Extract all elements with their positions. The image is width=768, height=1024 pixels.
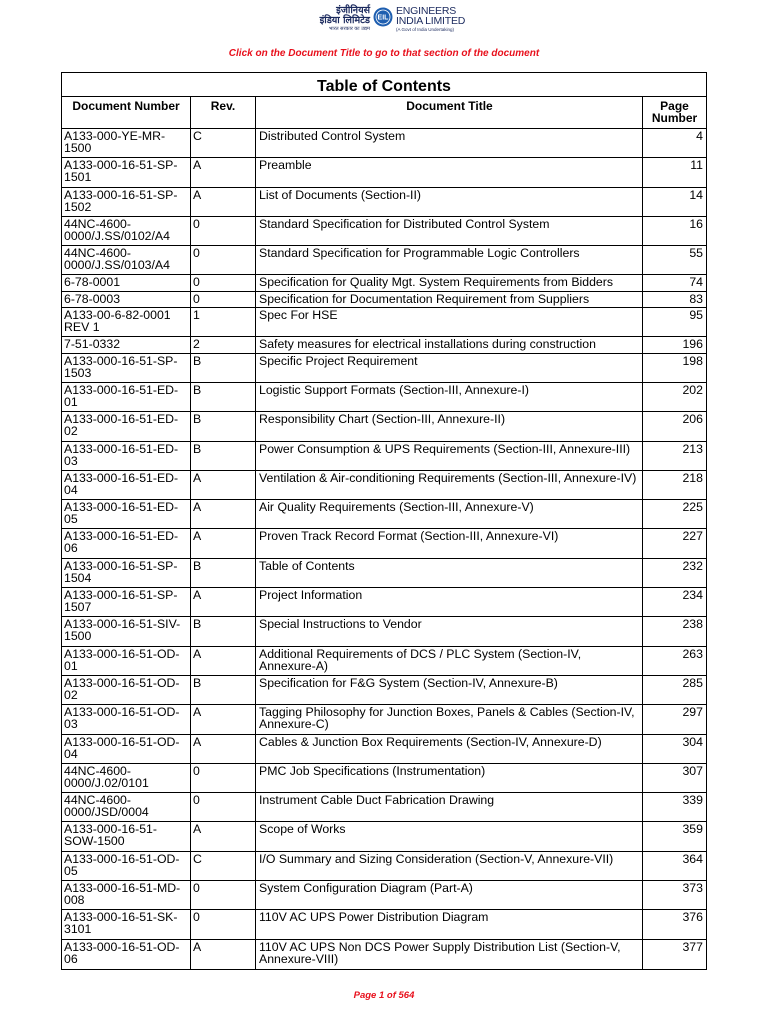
page-number: 55: [689, 246, 703, 261]
revision: 0: [191, 275, 256, 290]
page-number: 11: [690, 158, 703, 173]
page-number: 202: [682, 382, 703, 397]
document-title-link[interactable]: Preamble: [256, 158, 643, 186]
logo-hindi-sub: भारत सरकार का उद्यम: [328, 26, 370, 32]
revision: 0: [191, 881, 256, 909]
page-number: 359: [682, 822, 703, 837]
revision: B: [191, 559, 256, 587]
document-title-link[interactable]: 110V AC UPS Power Distribution Diagram: [256, 910, 643, 938]
toc-row: [62, 910, 706, 939]
document-number: A133-000-16-51-SIV-1500: [62, 617, 191, 645]
page-number: 373: [682, 881, 703, 896]
document-number: A133-000-16-51-OD-05: [62, 852, 191, 880]
navigation-instruction: Click on the Document Title to go to that section of the document: [228, 48, 540, 59]
page-number: 213: [682, 441, 703, 456]
page-number: 339: [682, 793, 703, 808]
toc-row: [62, 217, 706, 246]
toc-row: [62, 292, 706, 308]
header-page-number: Page Number: [651, 99, 698, 125]
logo-english-text: [396, 6, 465, 33]
document-title-link[interactable]: Standard Specification for Programmable Logic Controllers: [256, 246, 643, 274]
company-logo: [306, 6, 466, 38]
document-number: A133-000-16-51-OD-06: [62, 940, 191, 969]
document-number: A133-000-16-51-MD-008: [62, 881, 191, 909]
page-number: 196: [682, 337, 703, 352]
page-number: 4: [696, 129, 703, 143]
toc-row: [62, 158, 706, 187]
toc-row: [62, 735, 706, 764]
document-number: A133-000-16-51-OD-02: [62, 676, 191, 704]
document-number: A133-000-16-51-SK-3101: [62, 910, 191, 938]
page-number: 206: [682, 412, 703, 427]
document-number: 44NC-4600-0000/J.02/0101: [62, 764, 191, 792]
document-number: A133-000-YE-MR-1500: [62, 129, 191, 157]
page-number: 198: [682, 353, 703, 368]
document-title-link[interactable]: I/O Summary and Sizing Consideration (Section-V, Annexure-VII): [256, 852, 643, 880]
toc-row: [62, 308, 706, 337]
toc-row: [62, 559, 706, 588]
document-title-link[interactable]: Power Consumption & UPS Requirements (Section-III, Annexure-III): [256, 442, 643, 470]
toc-row: [62, 500, 706, 529]
document-title-link[interactable]: Special Instructions to Vendor: [256, 617, 643, 645]
document-title-link[interactable]: Specific Project Requirement: [256, 354, 643, 382]
page-number: 364: [682, 851, 703, 866]
revision: C: [191, 852, 256, 880]
revision: 1: [191, 308, 256, 336]
document-title-link[interactable]: Safety measures for electrical installations during construction: [256, 337, 643, 352]
revision: 0: [191, 246, 256, 274]
toc-row: [62, 188, 706, 217]
document-title-link[interactable]: Tagging Philosophy for Junction Boxes, Panels & Cables (Section-IV, Annexure-C): [256, 705, 643, 733]
toc-row: [62, 442, 706, 471]
logo-english-line1: ENGINEERS: [396, 5, 457, 17]
document-number: 44NC-4600-0000/J.SS/0102/A4: [62, 217, 191, 245]
document-title-link[interactable]: Responsibility Chart (Section-III, Annexure-II): [256, 412, 643, 440]
document-number: A133-000-16-51-ED-06: [62, 529, 191, 557]
logo-hindi-line1: इंजीनियर्स: [336, 5, 370, 16]
document-number: 7-51-0332: [62, 337, 191, 352]
header-document-title: Document Title: [256, 97, 643, 128]
eil-emblem-icon: [373, 7, 393, 27]
toc-row: [62, 471, 706, 500]
revision: 2: [191, 337, 256, 352]
document-title-link[interactable]: Distributed Control System: [256, 129, 643, 157]
revision: A: [191, 529, 256, 557]
document-title-link[interactable]: Standard Specification for Distributed Control System: [256, 217, 643, 245]
revision: B: [191, 412, 256, 440]
logo-hindi-text: [306, 6, 370, 33]
document-title-link[interactable]: Project Information: [256, 588, 643, 616]
revision: A: [191, 188, 256, 216]
toc-title: Table of Contents: [62, 73, 706, 97]
document-number: A133-000-16-51-ED-01: [62, 383, 191, 411]
toc-row: [62, 881, 706, 910]
page-number: 234: [682, 588, 703, 603]
document-number: 6-78-0001: [62, 275, 191, 290]
header-rev: Rev.: [191, 97, 256, 128]
document-title-link[interactable]: Cables & Junction Box Requirements (Section-IV, Annexure-D): [256, 735, 643, 763]
document-title-link[interactable]: Specification for Quality Mgt. System Requirements from Bidders: [256, 275, 643, 290]
document-number: A133-000-16-51-SP-1507: [62, 588, 191, 616]
document-title-link[interactable]: Instrument Cable Duct Fabrication Drawing: [256, 793, 643, 821]
revision: B: [191, 354, 256, 382]
document-title-link[interactable]: Ventilation & Air-conditioning Requirements (Section-III, Annexure-IV): [256, 471, 643, 499]
revision: C: [191, 129, 256, 157]
revision: 0: [191, 793, 256, 821]
page-number: 95: [689, 308, 703, 323]
header-document-number: Document Number: [62, 97, 191, 128]
document-number: A133-000-16-51-SP-1503: [62, 354, 191, 382]
toc-row: [62, 676, 706, 705]
page-footer: Page 1 of 564: [353, 990, 415, 1001]
page-number: 263: [682, 646, 703, 661]
document-number: A133-000-16-51-OD-03: [62, 705, 191, 733]
revision: A: [191, 500, 256, 528]
toc-row: [62, 617, 706, 646]
revision: A: [191, 471, 256, 499]
page-number: 238: [682, 617, 703, 632]
logo-english-sub: (A Govt of India Undertaking): [396, 27, 455, 32]
document-number: 44NC-4600-0000/JSD/0004: [62, 793, 191, 821]
document-title-link[interactable]: 110V AC UPS Non DCS Power Supply Distribution List (Section-V, Annexure-VIII): [256, 940, 643, 969]
revision: B: [191, 676, 256, 704]
toc-row: [62, 129, 706, 158]
document-number: A133-000-16-51-ED-05: [62, 500, 191, 528]
document-number: A133-000-16-51-SP-1504: [62, 559, 191, 587]
revision: B: [191, 442, 256, 470]
revision: A: [191, 588, 256, 616]
toc-row: [62, 529, 706, 558]
revision: A: [191, 158, 256, 186]
page-number: 83: [689, 291, 703, 306]
table-of-contents: [61, 72, 707, 970]
document-number: A133-000-16-51-ED-04: [62, 471, 191, 499]
toc-row: [62, 793, 706, 822]
page-number: 14: [689, 187, 703, 202]
document-number: 6-78-0003: [62, 292, 191, 307]
page-number: 307: [682, 763, 703, 778]
document-number: A133-000-16-51-SOW-1500: [62, 822, 191, 850]
revision: B: [191, 383, 256, 411]
revision: A: [191, 647, 256, 675]
toc-row: [62, 354, 706, 383]
revision: A: [191, 705, 256, 733]
toc-row: [62, 822, 706, 851]
document-title-link[interactable]: Proven Track Record Format (Section-III, Annexure-VI): [256, 529, 643, 557]
revision: B: [191, 617, 256, 645]
revision: 0: [191, 292, 256, 307]
toc-row: [62, 383, 706, 412]
revision: A: [191, 822, 256, 850]
page-number: 297: [682, 705, 703, 720]
document-number: A133-00-6-82-0001 REV 1: [62, 308, 191, 336]
page-number: 304: [682, 734, 703, 749]
page-number: 232: [682, 558, 703, 573]
toc-row: [62, 275, 706, 291]
toc-body: [62, 129, 706, 969]
revision: 0: [191, 764, 256, 792]
revision: 0: [191, 217, 256, 245]
document-title-link[interactable]: Air Quality Requirements (Section-III, Annexure-V): [256, 500, 643, 528]
page-number: 225: [682, 500, 703, 515]
toc-row: [62, 337, 706, 353]
toc-row: [62, 852, 706, 881]
document-number: A133-000-16-51-OD-04: [62, 735, 191, 763]
toc-row: [62, 647, 706, 676]
emblem-text: EIL: [377, 14, 389, 22]
revision: A: [191, 940, 256, 969]
page-number: 16: [689, 216, 703, 231]
document-number: A133-000-16-51-ED-02: [62, 412, 191, 440]
page-number: 227: [682, 529, 703, 544]
toc-row: [62, 705, 706, 734]
document-title-link[interactable]: List of Documents (Section-II): [256, 188, 643, 216]
page-number: 377: [682, 939, 703, 954]
document-title-link[interactable]: Table of Contents: [256, 559, 643, 587]
page-number: 74: [689, 275, 703, 290]
document-number: A133-000-16-51-SP-1501: [62, 158, 191, 186]
document-number: A133-000-16-51-SP-1502: [62, 188, 191, 216]
document-title-link[interactable]: PMC Job Specifications (Instrumentation): [256, 764, 643, 792]
revision: 0: [191, 910, 256, 938]
toc-row: [62, 940, 706, 969]
logo-english-line2: INDIA LIMITED: [396, 15, 466, 27]
document-title-link[interactable]: Additional Requirements of DCS / PLC System (Section-IV, Annexure-A): [256, 647, 643, 675]
revision: A: [191, 735, 256, 763]
document-title-link[interactable]: Spec For HSE: [256, 308, 643, 336]
document-title-link[interactable]: Scope of Works: [256, 822, 643, 850]
toc-row: [62, 588, 706, 617]
logo-hindi-line2: इंडिया लिमिटेड: [319, 15, 370, 26]
toc-row: [62, 246, 706, 275]
document-number: 44NC-4600-0000/J.SS/0103/A4: [62, 246, 191, 274]
toc-row: [62, 764, 706, 793]
document-number: A133-000-16-51-OD-01: [62, 647, 191, 675]
toc-header-row: [62, 97, 706, 129]
document-number: A133-000-16-51-ED-03: [62, 442, 191, 470]
document-title-link[interactable]: Logistic Support Formats (Section-III, Annexure-I): [256, 383, 643, 411]
page-number: 376: [682, 910, 703, 925]
toc-row: [62, 412, 706, 441]
page-number: 285: [682, 675, 703, 690]
document-title-link[interactable]: System Configuration Diagram (Part-A): [256, 881, 643, 909]
document-title-link[interactable]: Specification for Documentation Requirement from Suppliers: [256, 292, 643, 307]
document-title-link[interactable]: Specification for F&G System (Section-IV, Annexure-B): [256, 676, 643, 704]
page-number: 218: [682, 470, 703, 485]
